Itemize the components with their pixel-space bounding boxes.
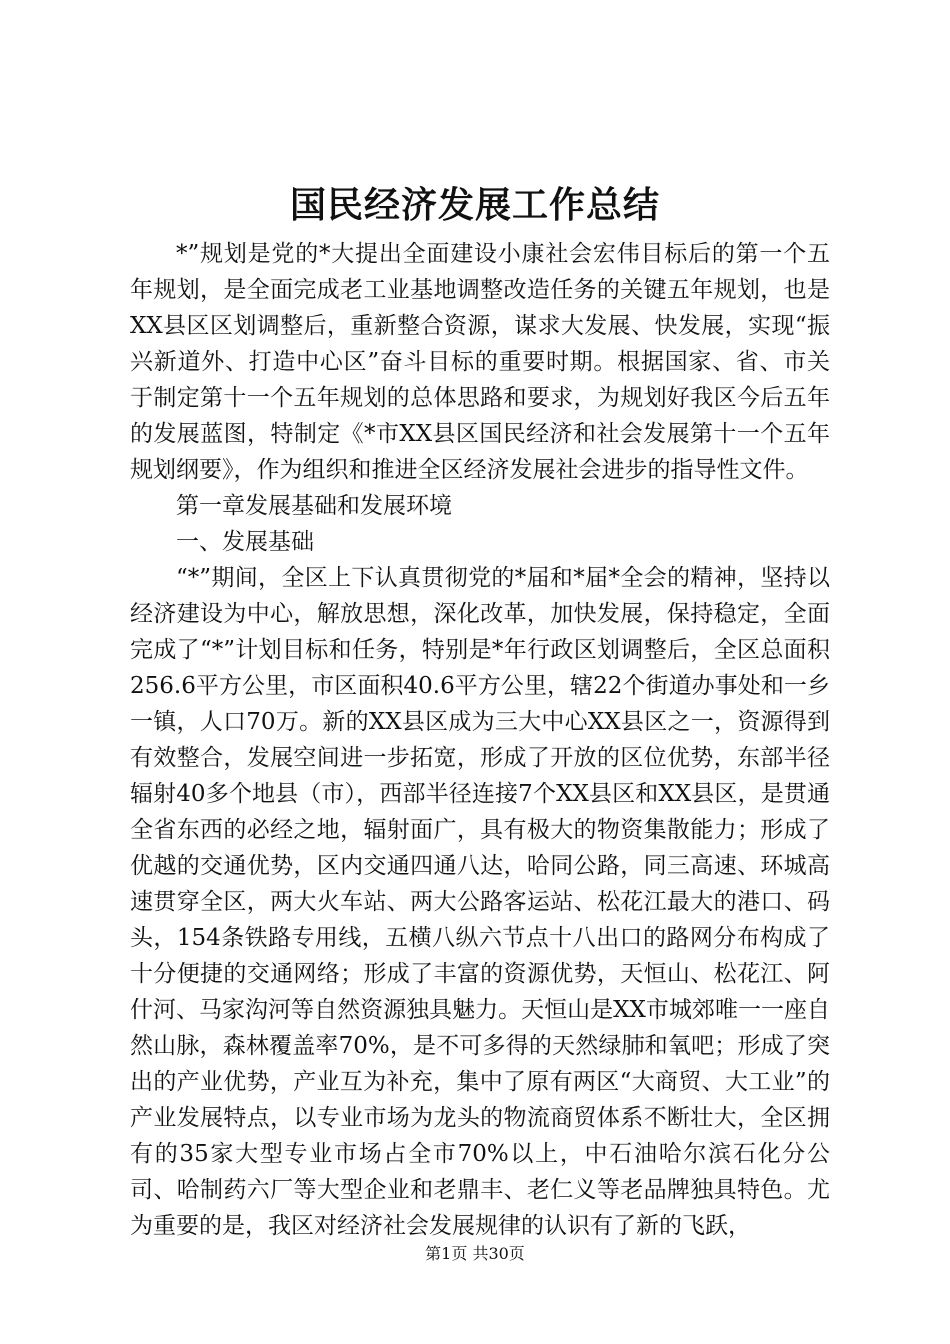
document-title: 国民经济发展工作总结 — [289, 185, 660, 226]
section-heading: 一、发展基础 — [176, 529, 314, 555]
document-body — [130, 236, 830, 1244]
chapter-heading: 第一章发展基础和发展环境 — [176, 493, 452, 519]
intro-paragraph: *”规划是党的*大提出全面建设小康社会宏伟目标后的第一个五年规划，是全面完成老工业基地调整改造任务的关键五年规划，也是XX县区区划调整后，重新整合资源，谋求大发展、快发展，实现“振兴新道外、打造中心区”奋斗目标的重要时期。根据国家、省、市关于制定第十一个五年规划的总体思路和要求，为规划好我区今后五年的发展蓝图，特制定《*市XX县区国民经济和社会发展第十一个五年规划纲要》，作为组织和推进全区经济发展社会进步的指导性文件。 — [130, 241, 830, 483]
body-paragraph: “*”期间，全区上下认真贯彻党的*届和*届*全会的精神，坚持以经济建设为中心，解放思想，深化改革，加快发展，保持稳定，全面完成了“*”计划目标和任务，特别是*年行政区划调整后，全区总面积256.6平方公里，市区面积40.6平方公里，辖22个街道办事处和一乡一镇，人口70万。新的XX县区成为三大中心XX县区之一，资源得到有效整合，发展空间进一步拓宽，形成了开放的区位优势，东部半径辐射40多个地县（市），西部半径连接7个XX县区和XX县区，是贯通全省东西的必经之地，辐射面广，具有极大的物资集散能力；形成了优越的交通优势，区内交通四通八达，哈同公路，同三高速、环城高速贯穿全区，两大火车站、两大公路客运站、松花江最大的港口、码头，154条铁路专用线，五横八纵六节点十八出口的路网分布构成了十分便捷的交通网络；形成了丰富的资源优势，天恒山、松花江、阿什河、马家沟河等自然资源独具魅力。天恒山是XX市城郊唯一一座自然山脉，森林覆盖率70%，是不可多得的天然绿肺和氧吧；形成了突出的产业优势，产业互为补充，集中了原有两区“大商贸、大工业”的产业发展特点，以专业市场为龙头的物流商贸体系不断壮大，全区拥有的35家大型专业市场占全市70%以上，中石油哈尔滨石化分公司、哈制药六厂等大型企业和老鼎丰、老仁义等老品牌独具特色。尤为重要的是，我区对经济社会发展规律的认识有了新的飞跃， — [130, 565, 830, 1239]
page-number-footer: 第1页 共30页 — [425, 1244, 525, 1263]
